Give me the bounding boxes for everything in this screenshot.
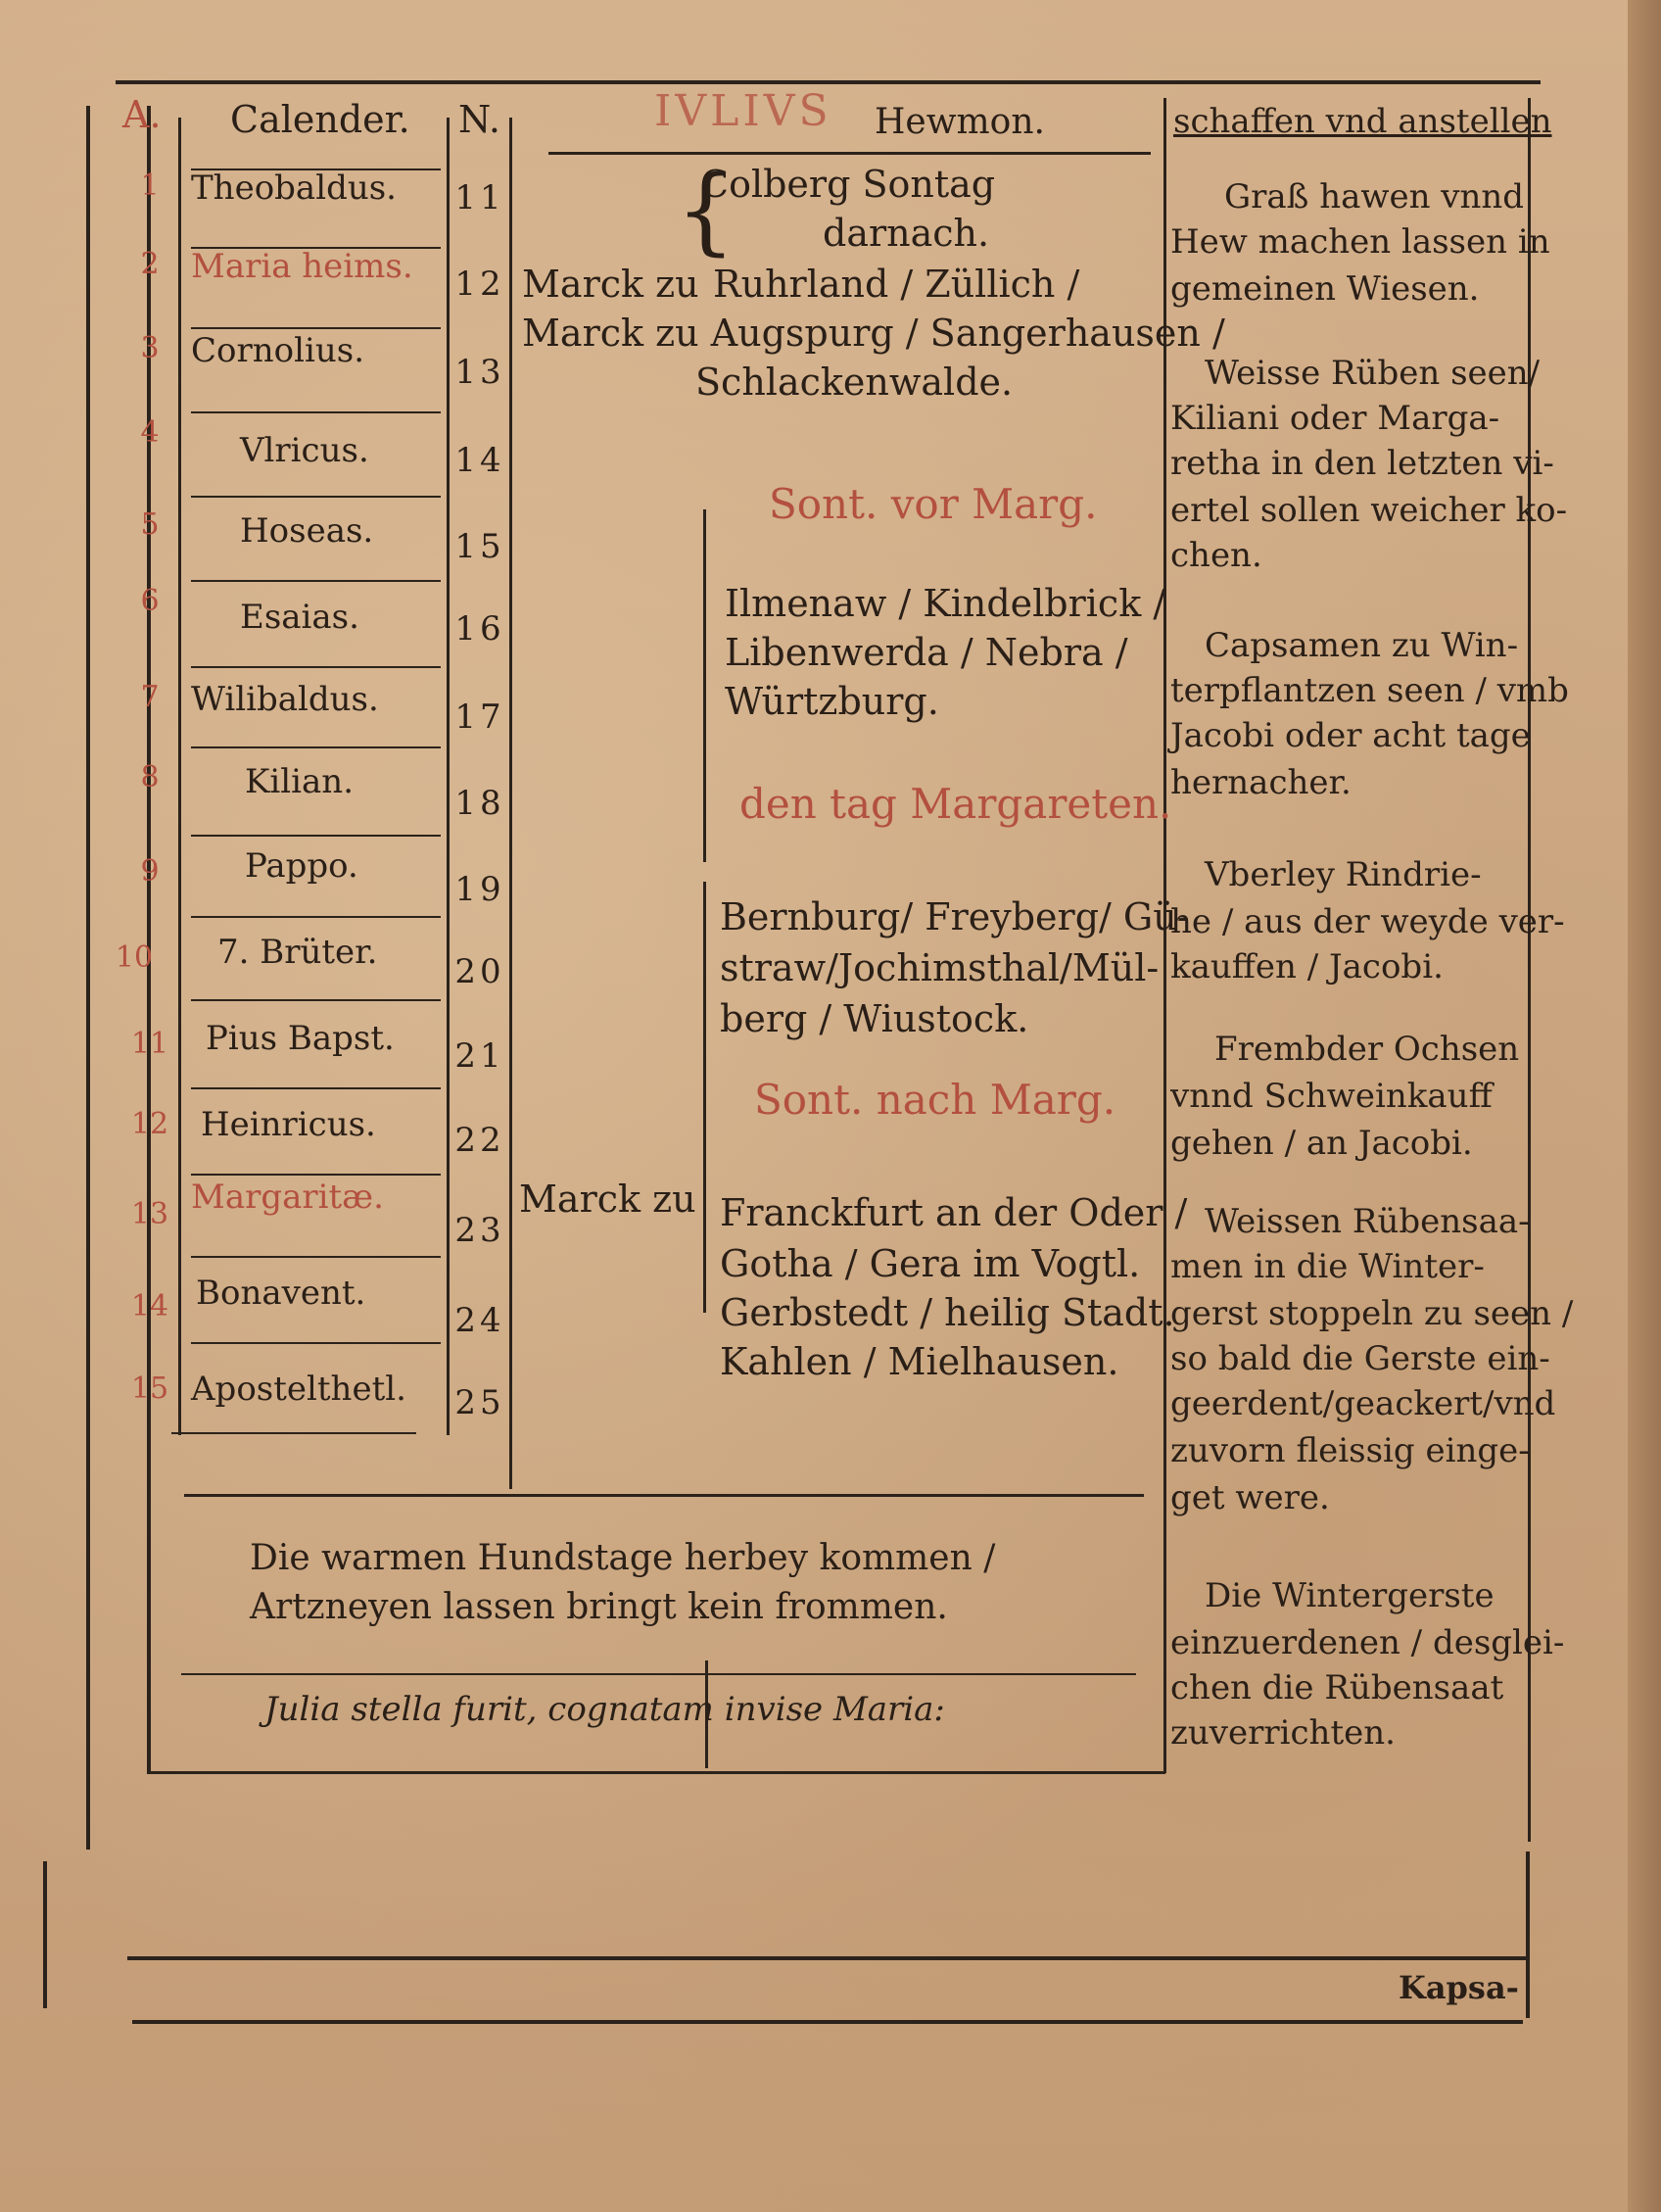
market-text: Würtzburg. [725, 680, 939, 723]
right-text: he / aus der weyde ver- [1170, 902, 1565, 941]
saint-name: Bonavent. [196, 1274, 366, 1313]
row-divider [191, 496, 441, 498]
day-number: 5 [140, 507, 160, 542]
saint-name: 7. Brüter. [217, 933, 378, 972]
day-number: 6 [140, 584, 160, 618]
n-number: 17 [454, 697, 505, 737]
n-number: 18 [454, 784, 505, 823]
saint-name: Margaritæ. [191, 1178, 384, 1217]
right-text: gerst stoppeln zu seen / [1170, 1294, 1574, 1333]
day-number: 8 [140, 760, 160, 794]
n-number: 13 [454, 353, 505, 392]
right-text: gehen / an Jacobi. [1170, 1124, 1473, 1163]
day-col-rule [178, 118, 181, 1435]
day-number: 13 [130, 1197, 169, 1231]
right-text: terpflantzen seen / vmb [1170, 671, 1569, 710]
lower-right-rule [1526, 1851, 1530, 2018]
header-col-a: A. [122, 93, 162, 136]
right-text: Weissen Rübensaa- [1205, 1202, 1530, 1241]
saint-name: Cornolius. [191, 331, 365, 370]
verse-bottom-rule [147, 1771, 1165, 1774]
right-text: chen. [1170, 536, 1262, 575]
n-number: 23 [454, 1211, 505, 1250]
day-number: 11 [130, 1027, 169, 1061]
header-month: IVLIVS [654, 86, 832, 136]
saint-name: Hoseas. [240, 511, 374, 551]
right-text: ertel sollen weicher ko- [1170, 491, 1568, 530]
market-text: Ruhrland / Züllich / [713, 263, 1080, 306]
header-right: schaffen vnd anstellen [1173, 102, 1552, 141]
row-divider [191, 1174, 441, 1176]
right-text: vnnd Schweinkauff [1170, 1077, 1493, 1116]
n-number: 15 [454, 527, 505, 566]
right-text: gemeinen Wiesen. [1170, 269, 1480, 309]
catchword: Kapsa- [1399, 1969, 1519, 2006]
n-number: 19 [454, 870, 505, 909]
market-text: Libenwerda / Nebra / [725, 631, 1128, 674]
market-text: Gotha / Gera im Vogtl. [720, 1242, 1141, 1285]
market-heading: Sont. nach Marg. [754, 1076, 1116, 1124]
market-text: straw/Jochimsthal/Mül- [720, 946, 1160, 989]
market-text: Kahlen / Mielhausen. [720, 1340, 1119, 1383]
day-number: 9 [140, 854, 160, 889]
saint-name: Heinricus. [201, 1105, 376, 1144]
row-divider [191, 916, 441, 918]
saint-name: Vlricus. [240, 431, 369, 470]
header-calendar: Calender. [230, 98, 410, 141]
right-text: men in die Winter- [1170, 1247, 1485, 1286]
right-text: Frembder Ochsen [1214, 1030, 1520, 1069]
saint-name: Pappo. [245, 846, 358, 886]
header-underline [548, 152, 1151, 155]
right-text: kauffen / Jacobi. [1170, 947, 1444, 986]
right-text: Kiliani oder Marga- [1170, 399, 1500, 438]
row-divider [191, 1256, 441, 1258]
right-text: einzuerdenen / desglei- [1170, 1623, 1565, 1662]
row-divider [191, 411, 441, 413]
saint-name: Apostelthetl. [191, 1370, 406, 1409]
day-number: 3 [140, 331, 160, 365]
verse-mid-rule [181, 1673, 1136, 1675]
right-text: Vberley Rindrie- [1205, 855, 1482, 894]
right-text: geerdent/geackert/vnd [1170, 1384, 1556, 1423]
day-number: 2 [140, 247, 160, 281]
market-bracket-2 [703, 882, 706, 1313]
day-number: 4 [140, 415, 160, 450]
day-number: 1 [140, 168, 160, 203]
book-spine [1628, 0, 1661, 2212]
right-text: hernacher. [1170, 763, 1352, 802]
n-number: 14 [454, 441, 505, 480]
lower-left-rule [43, 1861, 47, 2008]
market-text: darnach. [823, 212, 990, 255]
saint-name: Theobaldus. [191, 168, 397, 208]
market-text: Franckfurt an der Oder / [720, 1191, 1188, 1234]
right-text: Capsamen zu Win- [1205, 626, 1519, 665]
outer-left-rule [86, 106, 90, 1850]
right-text: get were. [1170, 1478, 1330, 1517]
n-number: 16 [454, 609, 505, 649]
row-divider [191, 835, 441, 837]
saint-name: Esaias. [240, 598, 359, 637]
row-divider [191, 1342, 441, 1344]
right-text: Jacobi oder acht tage [1170, 716, 1531, 755]
market-heading: den tag Margareten. [739, 780, 1172, 828]
saint-name: Wilibaldus. [191, 680, 379, 719]
market-text: Marck zu [519, 1178, 696, 1221]
n-number: 21 [454, 1036, 505, 1076]
row-divider [191, 666, 441, 668]
lower-rule-1 [127, 1956, 1528, 1960]
n-number: 12 [454, 264, 505, 304]
right-text: chen die Rübensaat [1170, 1668, 1504, 1707]
day-number: 7 [140, 680, 160, 714]
lower-rule-2 [132, 2020, 1523, 2024]
day-number: 12 [130, 1107, 169, 1141]
saint-name: Pius Bapst. [206, 1019, 395, 1058]
row-divider [191, 580, 441, 582]
header-n: N. [458, 98, 500, 141]
market-heading: Sont. vor Marg. [769, 480, 1098, 528]
market-text: Colberg Sontag [700, 163, 996, 206]
saint-name: Maria heims. [191, 247, 413, 286]
market-text: Bernburg/ Freyberg/ Gü- [720, 895, 1190, 938]
row-divider [191, 746, 441, 748]
calendar-col-rule [447, 118, 450, 1435]
n-number: 11 [454, 178, 505, 217]
market-text: Gerbstedt / heilig Stadt. [720, 1291, 1175, 1334]
row-divider [191, 999, 441, 1001]
top-rule [116, 80, 1541, 84]
row-divider [191, 327, 441, 329]
right-text: Weisse Rüben seen/ [1205, 354, 1541, 393]
verse-line-2: Artzneyen lassen bringt kein frommen. [250, 1587, 948, 1627]
n-number: 22 [454, 1121, 505, 1160]
table-bottom-rule [184, 1494, 1144, 1497]
n-number: 25 [454, 1383, 505, 1422]
day-number: 15 [130, 1371, 169, 1406]
day-number: 10 [115, 940, 154, 975]
market-text: berg / Wiustock. [720, 997, 1029, 1040]
market-text: Marck zu Augspurg / Sangerhausen / [522, 312, 1225, 355]
right-text: zuverrichten. [1170, 1713, 1396, 1753]
header-month-name: Hewmon. [875, 102, 1045, 142]
row-divider [191, 1087, 441, 1089]
saint-name: Kilian. [245, 762, 354, 801]
right-text: retha in den letzten vi- [1170, 444, 1554, 483]
market-text: Schlackenwalde. [695, 361, 1014, 404]
n-col-rule [509, 118, 512, 1489]
verse-line-1: Die warmen Hundstage herbey kommen / [250, 1538, 996, 1578]
market-bracket-1 [703, 509, 706, 862]
row-divider [171, 1432, 416, 1434]
right-text: Graß hawen vnnd [1224, 177, 1525, 216]
day-number: 14 [130, 1289, 169, 1323]
n-number: 20 [454, 952, 505, 991]
right-text: zuvorn fleissig einge- [1170, 1431, 1530, 1470]
right-text: so bald die Gerste ein- [1170, 1339, 1550, 1378]
market-text: Marck zu [522, 263, 699, 306]
latin-verse: Julia stella furit, cognatam invise Maria: [264, 1690, 945, 1729]
n-number: 24 [454, 1301, 505, 1340]
right-text: Die Wintergerste [1205, 1576, 1495, 1615]
right-text: Hew machen lassen in [1170, 222, 1550, 262]
brace-icon: { [676, 156, 736, 265]
market-text: Ilmenaw / Kindelbrick / [725, 582, 1166, 625]
